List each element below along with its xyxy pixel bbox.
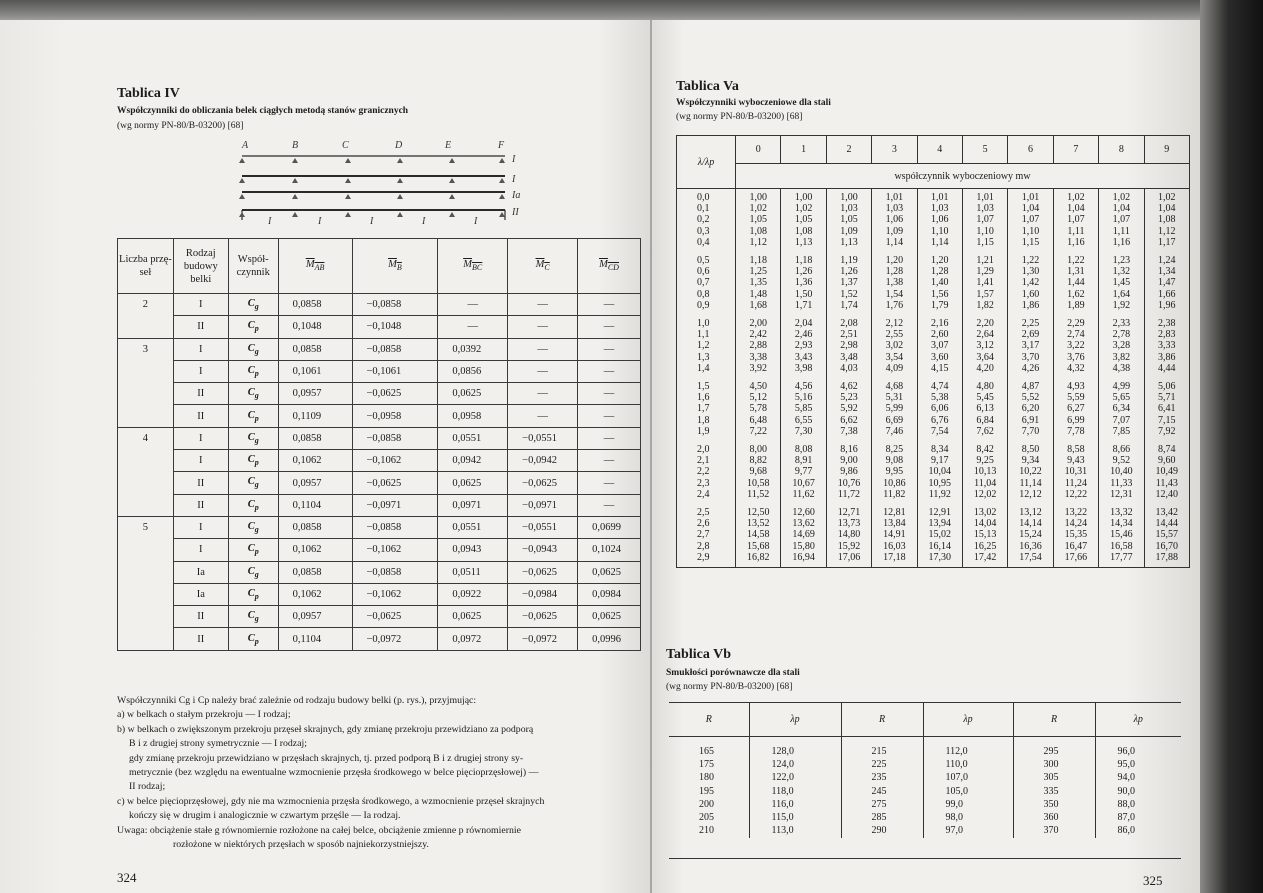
table-va-row-group bbox=[677, 189, 1190, 253]
header-r-3: R bbox=[1013, 702, 1095, 737]
table-iv-notes bbox=[117, 694, 652, 852]
cell-m-ab: 0,0957 bbox=[278, 383, 352, 405]
cell-m-b: −0,1062 bbox=[352, 539, 438, 561]
cell-m-cd: — bbox=[578, 405, 641, 427]
cell-m-cd: — bbox=[578, 494, 641, 516]
table-iv-header-row bbox=[118, 239, 641, 294]
cell-mw-values: 8,58 9,43 10,31 11,24 12,22 bbox=[1053, 441, 1098, 504]
note-line: Uwaga: obciążenie stałe g równomiernie rozłożone na całej belce, obciążenie zmienne p równomiernie bbox=[117, 824, 521, 836]
table-iv-title: Tablica IV bbox=[117, 86, 180, 101]
cell-m-cd: — bbox=[578, 450, 641, 472]
cell-m-ab: 0,1109 bbox=[278, 405, 352, 427]
cell-m-ab: 0,0858 bbox=[278, 561, 352, 583]
cell-coefficient: $C_g$ bbox=[228, 383, 278, 405]
span-mark-1: I bbox=[268, 216, 272, 227]
table-iv-row bbox=[118, 383, 641, 405]
cell-m-c: −0,0625 bbox=[508, 606, 578, 628]
row-label-4: II bbox=[512, 207, 519, 218]
cell-m-ab: 0,0858 bbox=[278, 427, 352, 449]
cell-mw-values: 1,02 1,04 1,07 1,11 1,16 bbox=[1053, 189, 1098, 253]
cell-mw-values: 5,06 5,71 6,41 7,15 7,92 bbox=[1144, 378, 1189, 441]
table-va-row-group bbox=[677, 441, 1190, 504]
cell-mw-values: 8,25 9,08 9,95 10,86 11,82 bbox=[872, 441, 917, 504]
table-vb-subtitle: Smukłości porównawcze dla stali bbox=[666, 668, 800, 678]
cell-m-b: −0,0625 bbox=[352, 606, 438, 628]
cell-mw-values: 1,18 1,26 1,36 1,50 1,71 bbox=[781, 252, 826, 315]
row-label-3: Ia bbox=[512, 190, 521, 201]
table-iv-row bbox=[118, 405, 641, 427]
cell-mw-values: 1,21 1,29 1,41 1,57 1,82 bbox=[962, 252, 1007, 315]
header-span-count: Liczba przę- seł bbox=[118, 239, 174, 294]
cell-lambda-values: 1,5 1,6 1,7 1,8 1,9 bbox=[697, 381, 710, 437]
cell-beam-type: Ia bbox=[173, 583, 228, 605]
cell-m-bc: — bbox=[438, 316, 508, 338]
cell-coefficient: $C_g$ bbox=[228, 561, 278, 583]
cell-mw-values: 2,25 2,69 3,17 3,70 4,26 bbox=[1008, 315, 1053, 378]
span-mark-4: I bbox=[422, 216, 426, 227]
cell-coefficient: $C_g$ bbox=[228, 338, 278, 360]
cell-m-ab: 0,1062 bbox=[278, 450, 352, 472]
cell-m-bc: 0,0922 bbox=[438, 583, 508, 605]
cell-m-cd: 0,0625 bbox=[578, 561, 641, 583]
cell-mw-values: 1,22 1,30 1,42 1,60 1,86 bbox=[1008, 252, 1053, 315]
table-iv-row bbox=[118, 338, 641, 360]
cell-beam-type: I bbox=[173, 360, 228, 382]
cell-mw-values: 1,18 1,25 1,35 1,48 1,68 bbox=[736, 252, 781, 315]
header-m-c: $M_C$ bbox=[508, 239, 578, 294]
cell-mw-values: 1,01 1,03 1,06 1,10 1,14 bbox=[917, 189, 962, 253]
cell-m-b: −0,0971 bbox=[352, 494, 438, 516]
cell-mw-values: 13,22 14,24 15,35 16,47 17,66 bbox=[1053, 504, 1098, 568]
cell-mw-values: 1,01 1,04 1,07 1,10 1,15 bbox=[1008, 189, 1053, 253]
cell-m-cd: 0,0699 bbox=[578, 516, 641, 538]
cell-m-b: −0,1048 bbox=[352, 316, 438, 338]
cell-m-ab: 0,0957 bbox=[278, 606, 352, 628]
note-line: B i z drugiej strony symetrycznie — I rodzaj; bbox=[129, 738, 307, 750]
cell-beam-type: Ia bbox=[173, 561, 228, 583]
cell-mw-values: 12,71 13,73 14,80 15,92 17,06 bbox=[826, 504, 871, 568]
cell-mw-values: 13,12 14,14 15,24 16,36 17,54 bbox=[1008, 504, 1053, 568]
table-va-title: Tablica Va bbox=[676, 79, 739, 94]
cell-coefficient: $C_p$ bbox=[228, 583, 278, 605]
cell-m-ab: 0,1048 bbox=[278, 316, 352, 338]
cell-mw-values: 13,42 14,44 15,57 16,70 17,88 bbox=[1144, 504, 1189, 568]
cell-m-c: — bbox=[508, 294, 578, 316]
cell-m-b: −0,0625 bbox=[352, 472, 438, 494]
cell-mw-values: 1,02 1,04 1,07 1,11 1,16 bbox=[1099, 189, 1144, 253]
table-iv-row bbox=[118, 294, 641, 316]
cell-mw-values: 4,74 5,38 6,06 6,76 7,54 bbox=[917, 378, 962, 441]
cell-m-c: −0,0625 bbox=[508, 561, 578, 583]
cell-beam-type: I bbox=[173, 450, 228, 472]
table-va-row-group bbox=[677, 504, 1190, 568]
cell-coefficient: $C_p$ bbox=[228, 494, 278, 516]
cell-mw-values: 4,99 5,65 6,34 7,07 7,85 bbox=[1099, 378, 1144, 441]
vb-col-lambda-1: 128,0 124,0 122,0 118,0 116,0 115,0 113,0 bbox=[749, 737, 841, 839]
cell-m-c: — bbox=[508, 360, 578, 382]
cell-mw-values: 8,42 9,25 10,13 11,04 12,02 bbox=[962, 441, 1007, 504]
cell-m-ab: 0,0957 bbox=[278, 472, 352, 494]
cell-m-bc: 0,0625 bbox=[438, 606, 508, 628]
header-col-4: 4 bbox=[917, 136, 962, 164]
cell-m-ab: 0,1104 bbox=[278, 494, 352, 516]
header-col-0: 0 bbox=[736, 136, 781, 164]
cell-beam-type: I bbox=[173, 516, 228, 538]
header-col-3: 3 bbox=[872, 136, 917, 164]
header-col-9: 9 bbox=[1144, 136, 1189, 164]
cell-m-bc: 0,0511 bbox=[438, 561, 508, 583]
cell-coefficient: $C_g$ bbox=[228, 427, 278, 449]
cell-lambda-values: 0,5 0,6 0,7 0,8 0,9 bbox=[697, 255, 710, 311]
support-label-f: F bbox=[498, 140, 505, 151]
cell-coefficient: $C_g$ bbox=[228, 516, 278, 538]
support-label-c: C bbox=[342, 140, 349, 151]
cell-coefficient: $C_p$ bbox=[228, 450, 278, 472]
table-vb-header-row bbox=[669, 702, 1181, 737]
cell-m-bc: 0,0856 bbox=[438, 360, 508, 382]
cell-mw-values: 1,23 1,32 1,45 1,64 1,92 bbox=[1099, 252, 1144, 315]
table-iv-row bbox=[118, 450, 641, 472]
span-mark-5: I bbox=[474, 216, 478, 227]
table-iv bbox=[117, 238, 641, 651]
cell-m-b: −0,0858 bbox=[352, 294, 438, 316]
cell-m-b: −0,0858 bbox=[352, 427, 438, 449]
cell-lambda-values: 2,5 2,6 2,7 2,8 2,9 bbox=[697, 507, 710, 563]
header-m-ab: $M_{AB}$ bbox=[278, 239, 352, 294]
support-label-d: D bbox=[395, 140, 403, 151]
cell-m-ab: 0,1104 bbox=[278, 628, 352, 650]
cell-mw-values: 8,16 9,00 9,86 10,76 11,72 bbox=[826, 441, 871, 504]
cell-mw-values: 4,62 5,23 5,92 6,62 7,38 bbox=[826, 378, 871, 441]
cell-mw-values: 1,19 1,26 1,37 1,52 1,74 bbox=[826, 252, 871, 315]
cell-m-c: −0,0942 bbox=[508, 450, 578, 472]
cell-span-count: 3 bbox=[118, 338, 174, 427]
table-va-norm: (wg normy PN-80/B-03200) [68] bbox=[676, 112, 803, 122]
table-iv-row bbox=[118, 606, 641, 628]
cell-m-ab: 0,0858 bbox=[278, 294, 352, 316]
cell-mw-values: 1,20 1,28 1,40 1,56 1,79 bbox=[917, 252, 962, 315]
cell-coefficient: $C_p$ bbox=[228, 405, 278, 427]
table-va bbox=[676, 135, 1190, 568]
cell-beam-type: II bbox=[173, 383, 228, 405]
cell-m-cd: — bbox=[578, 472, 641, 494]
cell-m-cd: — bbox=[578, 294, 641, 316]
cell-m-bc: 0,0942 bbox=[438, 450, 508, 472]
table-vb bbox=[669, 702, 1181, 838]
table-iv-row bbox=[118, 628, 641, 650]
cell-m-c: −0,0551 bbox=[508, 516, 578, 538]
table-va-row-group bbox=[677, 252, 1190, 315]
header-col-8: 8 bbox=[1099, 136, 1144, 164]
table-iv-row bbox=[118, 583, 641, 605]
cell-m-b: −0,1061 bbox=[352, 360, 438, 382]
header-m-cd: $M_{CD}$ bbox=[578, 239, 641, 294]
cell-lambda-values: 2,0 2,1 2,2 2,3 2,4 bbox=[697, 444, 710, 500]
row-label-1: I bbox=[512, 154, 516, 165]
cell-mw-values: 1,00 1,02 1,05 1,08 1,12 bbox=[736, 189, 781, 253]
cell-m-c: −0,0625 bbox=[508, 472, 578, 494]
table-iv-row bbox=[118, 539, 641, 561]
cell-span-count: 2 bbox=[118, 294, 174, 339]
note-line: gdy zmianę przekroju przewidziano w przęsłach skrajnych, tj. przed podporą B i z drugiej strony sy- bbox=[129, 752, 524, 764]
cell-coefficient: $C_p$ bbox=[228, 360, 278, 382]
cell-mw-values: 8,66 9,52 10,40 11,33 12,31 bbox=[1099, 441, 1144, 504]
cell-mw-values: 12,60 13,62 14,69 15,80 16,94 bbox=[781, 504, 826, 568]
cell-mw-values: 8,34 9,17 10,04 10,95 11,92 bbox=[917, 441, 962, 504]
header-lambda-p-3: λp bbox=[1095, 702, 1181, 737]
table-iv-row bbox=[118, 316, 641, 338]
header-col-6: 6 bbox=[1008, 136, 1053, 164]
cell-beam-type: I bbox=[173, 427, 228, 449]
header-unit-label: współczynnik wyboczeniowy mw bbox=[736, 164, 1190, 189]
cell-mw-values: 2,33 2,78 3,28 3,82 4,38 bbox=[1099, 315, 1144, 378]
cell-mw-values: 13,02 14,04 15,13 16,25 17,42 bbox=[962, 504, 1007, 568]
cell-mw-values: 1,24 1,34 1,47 1,66 1,96 bbox=[1144, 252, 1189, 315]
vb-col-lambda-2: 112,0 110,0 107,0 105,0 99,0 98,0 97,0 bbox=[923, 737, 1013, 839]
table-iv-row bbox=[118, 561, 641, 583]
note-line: kończy się w drugim i analogicznie w czwartym przęśle — Ia rodzaj. bbox=[129, 810, 401, 822]
cell-mw-values: 8,50 9,34 10,22 11,14 12,12 bbox=[1008, 441, 1053, 504]
cell-m-b: −0,1062 bbox=[352, 450, 438, 472]
header-m-bc: $M_{BC}$ bbox=[438, 239, 508, 294]
span-mark-3: I bbox=[370, 216, 374, 227]
cell-mw-values: 4,93 5,59 6,27 6,99 7,78 bbox=[1053, 378, 1098, 441]
header-lambda-p-1: λp bbox=[749, 702, 841, 737]
cell-m-ab: 0,1062 bbox=[278, 539, 352, 561]
cell-mw-values: 2,04 2,46 2,93 3,43 3,98 bbox=[781, 315, 826, 378]
table-vb-title: Tablica Vb bbox=[666, 647, 731, 662]
support-label-e: E bbox=[445, 140, 452, 151]
cell-mw-values: 13,32 14,34 15,46 16,58 17,77 bbox=[1099, 504, 1144, 568]
cell-beam-type: II bbox=[173, 472, 228, 494]
note-line: c) w belce pięcioprzęsłowej, gdy nie ma wzmocnienia przęsła środkowego, a wzmocnienie przęseł skrajnych bbox=[117, 795, 545, 807]
table-vb-norm: (wg normy PN-80/B-03200) [68] bbox=[666, 682, 793, 692]
table-va-row-group bbox=[677, 315, 1190, 378]
cell-m-c: −0,0971 bbox=[508, 494, 578, 516]
cell-m-c: — bbox=[508, 405, 578, 427]
support-label-a: A bbox=[242, 140, 249, 151]
cell-coefficient: $C_p$ bbox=[228, 316, 278, 338]
cell-mw-values: 2,16 2,60 3,07 3,60 4,15 bbox=[917, 315, 962, 378]
cell-mw-values: 2,20 2,64 3,12 3,64 4,20 bbox=[962, 315, 1007, 378]
cell-span-count: 4 bbox=[118, 427, 174, 516]
header-col-5: 5 bbox=[962, 136, 1007, 164]
cell-m-bc: — bbox=[438, 294, 508, 316]
header-r-1: R bbox=[669, 702, 749, 737]
cell-m-c: −0,0943 bbox=[508, 539, 578, 561]
table-va-subtitle: Współczynniki wyboczeniowe dla stali bbox=[676, 98, 831, 108]
cell-m-ab: 0,1061 bbox=[278, 360, 352, 382]
table-iv-row bbox=[118, 427, 641, 449]
cell-m-cd: 0,0625 bbox=[578, 606, 641, 628]
cell-mw-values: 4,56 5,16 5,85 6,55 7,30 bbox=[781, 378, 826, 441]
cell-coefficient: $C_g$ bbox=[228, 606, 278, 628]
cell-m-bc: 0,0958 bbox=[438, 405, 508, 427]
vb-col-r-1: 165 175 180 195 200 205 210 bbox=[699, 746, 714, 837]
header-coefficient: Współ- czynnik bbox=[228, 239, 278, 294]
cell-coefficient: $C_p$ bbox=[228, 628, 278, 650]
row-label-2: I bbox=[512, 174, 516, 185]
cell-m-cd: 0,1024 bbox=[578, 539, 641, 561]
cell-coefficient: $C_g$ bbox=[228, 294, 278, 316]
cell-mw-values: 12,91 13,94 15,02 16,14 17,30 bbox=[917, 504, 962, 568]
cell-mw-values: 2,00 2,42 2,88 3,38 3,92 bbox=[736, 315, 781, 378]
cell-m-bc: 0,0392 bbox=[438, 338, 508, 360]
cell-m-bc: 0,0972 bbox=[438, 628, 508, 650]
table-iv-row bbox=[118, 472, 641, 494]
table-iv-row bbox=[118, 360, 641, 382]
table-iv-norm: (wg normy PN-80/B-03200) [68] bbox=[117, 121, 244, 131]
cell-lambda-values: 1,0 1,1 1,2 1,3 1,4 bbox=[697, 318, 710, 374]
table-va-row-group bbox=[677, 378, 1190, 441]
page-number-left: 324 bbox=[117, 870, 137, 885]
header-col-7: 7 bbox=[1053, 136, 1098, 164]
cell-m-ab: 0,0858 bbox=[278, 516, 352, 538]
header-col-2: 2 bbox=[826, 136, 871, 164]
cell-m-bc: 0,0971 bbox=[438, 494, 508, 516]
cell-m-bc: 0,0551 bbox=[438, 516, 508, 538]
cell-m-cd: — bbox=[578, 383, 641, 405]
cell-mw-values: 1,02 1,04 1,08 1,12 1,17 bbox=[1144, 189, 1189, 253]
cell-span-count: 5 bbox=[118, 516, 174, 650]
table-vb-body-row bbox=[669, 737, 1181, 839]
table-iv-row bbox=[118, 516, 641, 538]
header-r-2: R bbox=[841, 702, 923, 737]
cell-m-bc: 0,0943 bbox=[438, 539, 508, 561]
cell-mw-values: 12,50 13,52 14,58 15,68 16,82 bbox=[736, 504, 781, 568]
cell-m-b: −0,0958 bbox=[352, 405, 438, 427]
cell-m-b: −0,0625 bbox=[352, 383, 438, 405]
cell-m-c: −0,0551 bbox=[508, 427, 578, 449]
cell-coefficient: $C_p$ bbox=[228, 539, 278, 561]
note-line: rozłożone w niektórych przęsłach w sposób najniekorzystniejszy. bbox=[173, 839, 429, 851]
vb-col-r-3: 295 300 305 335 350 360 370 bbox=[1013, 737, 1095, 839]
page-number-right: 325 bbox=[1143, 873, 1163, 888]
cell-coefficient: $C_g$ bbox=[228, 472, 278, 494]
cell-mw-values: 2,12 2,55 3,02 3,54 4,09 bbox=[872, 315, 917, 378]
header-m-b: $M_B$ bbox=[352, 239, 438, 294]
cell-mw-values: 1,01 1,03 1,07 1,10 1,15 bbox=[962, 189, 1007, 253]
cell-beam-type: II bbox=[173, 316, 228, 338]
cell-mw-values: 8,08 8,91 9,77 10,67 11,62 bbox=[781, 441, 826, 504]
vb-col-lambda-3: 96,0 95,0 94,0 90,0 88,0 87,0 86,0 bbox=[1095, 737, 1181, 839]
cell-beam-type: II bbox=[173, 628, 228, 650]
cell-mw-values: 1,00 1,02 1,05 1,08 1,13 bbox=[781, 189, 826, 253]
cell-m-cd: — bbox=[578, 338, 641, 360]
cell-m-b: −0,0858 bbox=[352, 338, 438, 360]
cell-mw-values: 2,38 2,83 3,33 3,86 4,44 bbox=[1144, 315, 1189, 378]
header-lambda-ratio: λ/λp bbox=[677, 136, 736, 189]
cell-beam-type: II bbox=[173, 494, 228, 516]
cell-mw-values: 2,29 2,74 3,22 3,76 4,32 bbox=[1053, 315, 1098, 378]
cell-m-cd: — bbox=[578, 427, 641, 449]
cell-m-b: −0,1062 bbox=[352, 583, 438, 605]
header-beam-type: Rodzaj budowy belki bbox=[173, 239, 228, 294]
cell-m-b: −0,0858 bbox=[352, 561, 438, 583]
cell-lambda-values: 0,0 0,1 0,2 0,3 0,4 bbox=[697, 192, 710, 248]
vb-col-r-2: 215 225 235 245 275 285 290 bbox=[841, 737, 923, 839]
header-col-1: 1 bbox=[781, 136, 826, 164]
cell-m-c: — bbox=[508, 383, 578, 405]
note-line: a) w belkach o stałym przekroju — I rodzaj; bbox=[117, 709, 291, 721]
cell-m-ab: 0,1062 bbox=[278, 583, 352, 605]
cell-m-c: −0,0972 bbox=[508, 628, 578, 650]
cell-m-bc: 0,0551 bbox=[438, 427, 508, 449]
cell-m-cd: 0,0984 bbox=[578, 583, 641, 605]
cell-m-b: −0,0858 bbox=[352, 516, 438, 538]
cell-m-b: −0,0972 bbox=[352, 628, 438, 650]
beam-scheme-diagram bbox=[230, 138, 530, 230]
cell-mw-values: 4,68 5,31 5,99 6,69 7,46 bbox=[872, 378, 917, 441]
cell-m-c: — bbox=[508, 338, 578, 360]
cell-m-bc: 0,0625 bbox=[438, 383, 508, 405]
cell-beam-type: I bbox=[173, 338, 228, 360]
cell-mw-values: 1,20 1,28 1,38 1,54 1,76 bbox=[872, 252, 917, 315]
cell-mw-values: 1,22 1,31 1,44 1,62 1,89 bbox=[1053, 252, 1098, 315]
cell-m-cd: — bbox=[578, 316, 641, 338]
note-line: metrycznie (bez względu na ewentualne wzmocnienie przęsła środkowego w belce pięcioprzęsłowej) — bbox=[129, 767, 539, 779]
cell-mw-values: 1,00 1,03 1,05 1,09 1,13 bbox=[826, 189, 871, 253]
cell-m-c: −0,0984 bbox=[508, 583, 578, 605]
cell-m-c: — bbox=[508, 316, 578, 338]
cell-mw-values: 2,08 2,51 2,98 3,48 4,03 bbox=[826, 315, 871, 378]
cell-mw-values: 4,50 5,12 5,78 6,48 7,22 bbox=[736, 378, 781, 441]
cell-beam-type: I bbox=[173, 539, 228, 561]
cell-mw-values: 12,81 13,84 14,91 16,03 17,18 bbox=[872, 504, 917, 568]
scan-dark-edge bbox=[1200, 0, 1263, 893]
cell-mw-values: 4,80 5,45 6,13 6,84 7,62 bbox=[962, 378, 1007, 441]
cell-m-cd: 0,0996 bbox=[578, 628, 641, 650]
span-mark-2: I bbox=[318, 216, 322, 227]
note-line: b) w belkach o zwiększonym przekroju przęseł skrajnych, gdy zmianę przekroju przewidziano za podporą bbox=[117, 723, 534, 735]
cell-beam-type: I bbox=[173, 294, 228, 316]
cell-beam-type: II bbox=[173, 405, 228, 427]
cell-m-bc: 0,0625 bbox=[438, 472, 508, 494]
cell-beam-type: II bbox=[173, 606, 228, 628]
cell-mw-values: 4,87 5,52 6,20 6,91 7,70 bbox=[1008, 378, 1053, 441]
cell-m-ab: 0,0858 bbox=[278, 338, 352, 360]
note-line: II rodzaj; bbox=[129, 781, 166, 793]
cell-mw-values: 1,01 1,03 1,06 1,09 1,14 bbox=[872, 189, 917, 253]
table-iv-row bbox=[118, 494, 641, 516]
cell-m-cd: — bbox=[578, 360, 641, 382]
table-iv-subtitle: Współczynniki do obliczania belek ciągłych metodą stanów granicznych bbox=[117, 106, 409, 116]
cell-mw-values: 8,74 9,60 10,49 11,43 12,40 bbox=[1144, 441, 1189, 504]
table-va-header-row bbox=[677, 136, 1190, 164]
header-lambda-p-2: λp bbox=[923, 702, 1013, 737]
cell-mw-values: 8,00 8,82 9,68 10,58 11,52 bbox=[736, 441, 781, 504]
support-label-b: B bbox=[292, 140, 299, 151]
note-line: Współczynniki Cg i Cp należy brać zależnie od rodzaju budowy belki (p. rys.), przyjmując: bbox=[117, 695, 477, 706]
